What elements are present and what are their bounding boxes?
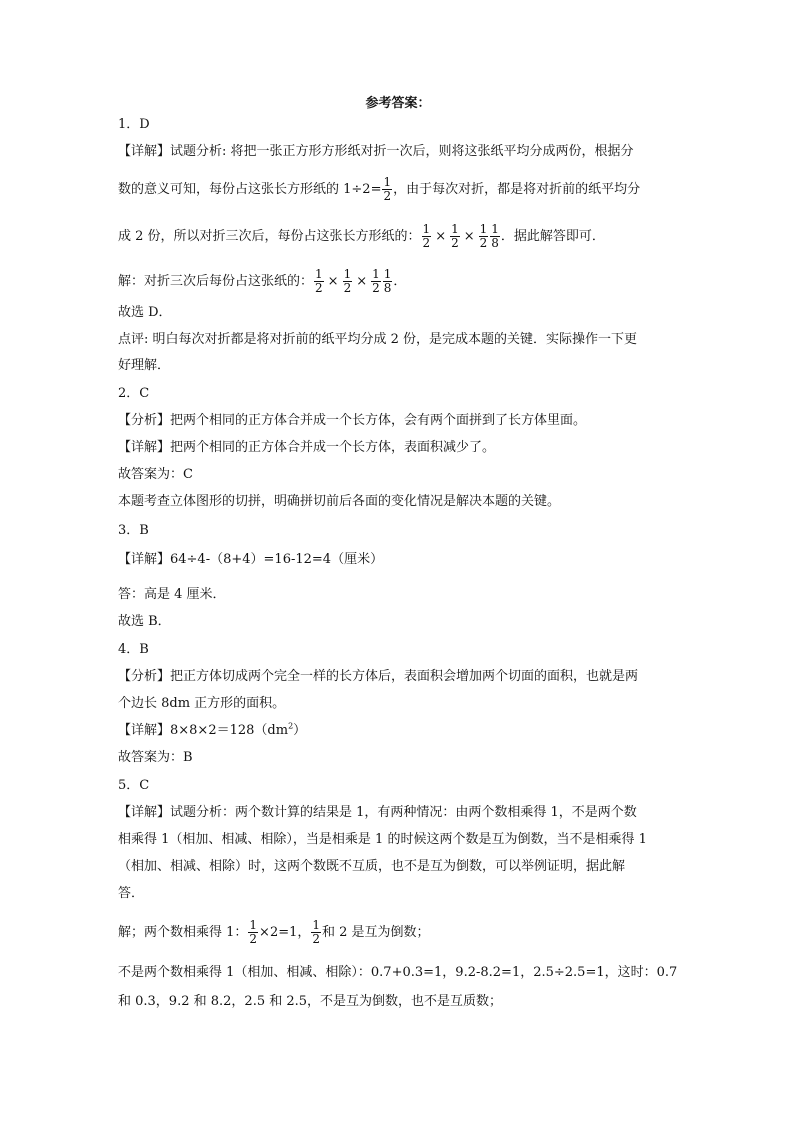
q5-number: 5．C (118, 778, 150, 793)
q4-number: 4．B (118, 642, 149, 657)
q1-line-1: 【详解】试题分析: 将把一张正方形方形纸对折一次后，则将这张纸平均分成两份，根据分 (118, 144, 634, 159)
fraction-half: $\frac{1}{2}$ (315, 267, 323, 295)
q1-number: 1．D (118, 117, 150, 132)
q2-line-4: 本题考查立体图形的切拼，明确拼切前后各面的变化情况是解决本题的关键。 (118, 494, 561, 509)
superscript-2: 2 (288, 721, 294, 731)
q4-line-3b: ） (293, 723, 307, 738)
fraction-half: $\frac{1}{2}$ (479, 222, 488, 250)
fraction-half: $\frac{1}{2}$ (249, 918, 258, 946)
q2-line-2: 【详解】把两个相同的正方体合并成一个长方体，表面积减少了。 (118, 440, 496, 455)
q4-line-1: 【分析】把正方体切成两个完全一样的长方体后，表面积会增加两个切面的面积，也就是两 (118, 669, 639, 684)
times-sign: × (327, 274, 339, 289)
times-sign: × (356, 274, 368, 289)
q3-line-1: 【详解】64÷4-（8+4）=16-12=4（厘米） (118, 552, 384, 567)
q1-line-3 (118, 223, 678, 250)
fraction-half: $\frac{1}{2}$ (422, 222, 431, 250)
q3-number: 3．B (118, 523, 149, 538)
q2-line-3: 故答案为：C (118, 467, 193, 482)
q5-line-4: 答． (118, 886, 145, 901)
q1-line-7: 好理解． (118, 358, 171, 373)
q1-line-6: 点评: 明白每次对折都是将对折前的纸平均分成 2 份，是完成本题的关键．实际操作一下更 (118, 332, 638, 347)
q1-line-4a: 解：对折三次后每份占这张纸的： (118, 274, 314, 289)
q1-line-5: 故选 D． (118, 305, 172, 320)
q4-line-4: 故答案为：B (118, 750, 193, 765)
q1-line-4 (118, 268, 678, 295)
q3-line-3: 故选 B． (118, 614, 171, 629)
q5-line-5b: ×2=1， (259, 925, 311, 940)
q5-line-1: 【详解】试题分析：两个数计算的结果是 1，有两种情况：由两个数相乘得 1，不是两个数 (118, 805, 637, 820)
fraction-eighth: $\frac{1}{8}$ (491, 222, 499, 250)
q5-line-5a: 解；两个数相乘得 1： (118, 925, 248, 940)
q5-line-7: 和 0.3，9.2 和 8.2，2.5 和 2.5，不是互为倒数，也不是互质数； (118, 994, 503, 1009)
q5-line-6: 不是两个数相乘得 1（相加、相减、相除）：0.7+0.3=1，9.2-8.2=1，2.5÷2.5=1，这时：0.7 (118, 965, 678, 980)
q4-line-2: 个边长 8dm 正方形的面积。 (118, 696, 286, 711)
q4-line-3a: 【详解】8×8×2＝128（dm (118, 723, 289, 738)
q5-line-3: （相加、相减、相除）时，这两个数既不互质，也不是互为倒数，可以举例证明，据此解 (118, 859, 626, 874)
q3-line-2: 答：高是 4 厘米． (118, 587, 226, 602)
fraction-half: $\frac{1}{2}$ (312, 918, 321, 946)
q5-line-2: 相乘得 1（相加、相减、相除），当是相乘是 1 的时候这两个数是互为倒数，当不是相乘得 1 (118, 832, 647, 847)
fraction-half: $\frac{1}{2}$ (343, 267, 352, 295)
fraction-half: $\frac{1}{2}$ (451, 222, 459, 250)
q2-number: 2．C (118, 386, 150, 401)
q4-line-3 (118, 721, 678, 741)
fraction-eighth: $\frac{1}{8}$ (383, 267, 392, 295)
q1-line-2a: 数的意义可知，每份占这张长方形纸的 1÷2= (118, 182, 382, 197)
fraction-half: $\frac{1}{2}$ (383, 175, 392, 203)
q1-line-3b: ．据此解答即可． (500, 229, 605, 244)
page-title: 参考答案： (365, 96, 431, 111)
q2-line-1: 【分析】把两个相同的正方体合并成一个长方体，会有两个面拼到了长方体里面。 (118, 413, 587, 428)
times-sign: × (463, 229, 475, 244)
q1-line-2 (118, 176, 678, 203)
q1-line-2b: ，由于每次对折，都是将对折前的纸平均分 (393, 182, 641, 197)
fraction-half: $\frac{1}{2}$ (372, 267, 380, 295)
times-sign: × (435, 229, 447, 244)
q1-line-3a: 成 2 份，所以对折三次后，每份占这张长方形纸的： (118, 229, 421, 244)
q5-line-5c: 和 2 是互为倒数； (322, 925, 430, 940)
q5-line-5 (118, 919, 678, 946)
q1-line-4b: ． (393, 274, 407, 289)
